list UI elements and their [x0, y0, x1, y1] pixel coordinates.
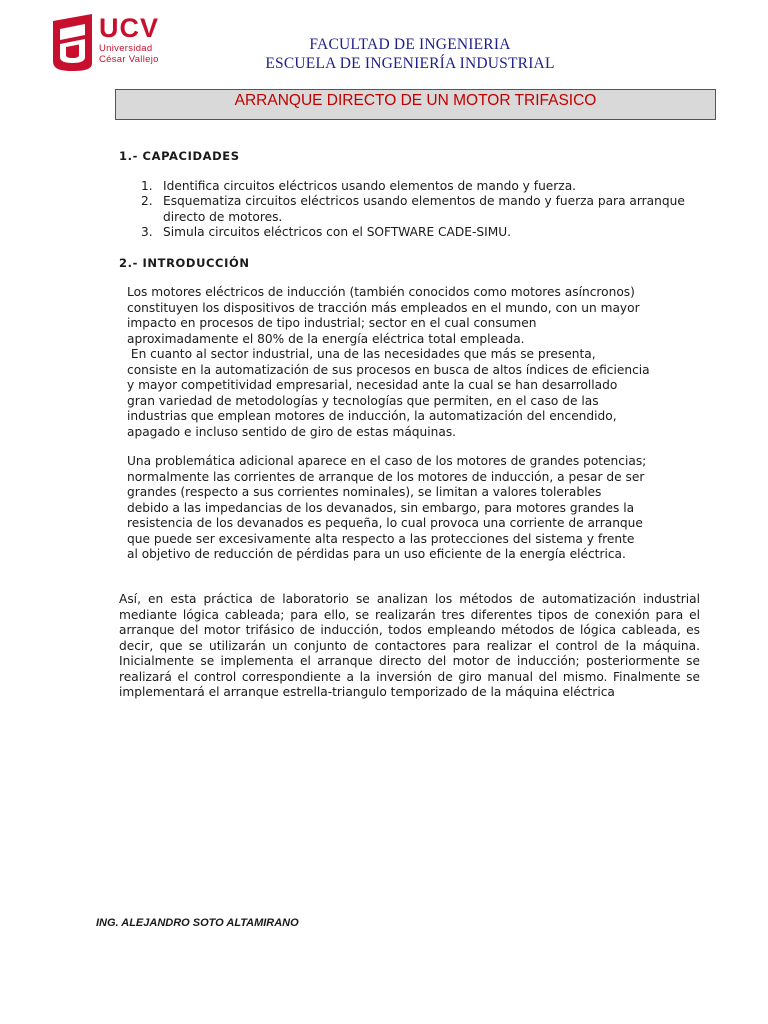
- university-name-line1: Universidad: [99, 43, 153, 54]
- list-item: [138, 194, 698, 225]
- list-item-number: 1.: [141, 179, 153, 193]
- section-capacidades-heading: 1.- CAPACIDADES: [119, 149, 240, 163]
- intro-paragraph-3: Así, en esta práctica de laboratorio se analizan los métodos de automatización industrial mediante lógica cableada; para ello, se realizarán tres diferentes tipos de conexión para el arranque del motor trifásico de inducción, todos empleando métodos de lógica cableada, es decir, que se utilizarán un conjunto de contactores para realizar el control de la máquina. Inicialmente se implementa el arranque directo del motor de inducción; posteriormente se realizará el control correspondiente a la inversión de giro manual del mismo. Finalmente se implementará el arranque estrella-triangulo temporizado de la máquina eléctrica: [119, 592, 700, 699]
- paragraph-line: Los motores eléctricos de inducción (también conocidos como motores asíncronos): [127, 285, 635, 299]
- paragraph-line: gran variedad de metodologías y tecnologías que permiten, en el caso de las: [127, 393, 599, 408]
- paragraph-line: debido a las impedancias de los devanados, sin embargo, para motores grandes la: [127, 500, 635, 515]
- capacidades-list: [138, 179, 698, 240]
- list-item-text: Esquematiza circuitos eléctricos usando elementos de mando y fuerza para arranque directo de motores.: [163, 194, 685, 224]
- paragraph-line: En cuanto al sector industrial, una de las necesidades que más se presenta,: [127, 347, 596, 361]
- intro-paragraph-1: [127, 285, 707, 440]
- document-title: ARRANQUE DIRECTO DE UN MOTOR TRIFASICO: [115, 89, 716, 120]
- university-name-line2: César Vallejo: [99, 54, 159, 65]
- list-item-text: Simula circuitos eléctricos con el SOFTWARE CADE-SIMU.: [163, 224, 512, 239]
- paragraph-line: constituyen los dispositivos de tracción más empleados en el mundo, con un mayor: [127, 300, 640, 315]
- paragraph-line: apagado e incluso sentido de giro de estas máquinas.: [127, 424, 457, 439]
- list-item: [138, 225, 698, 240]
- paragraph-line: al objetivo de reducción de pérdidas para un uso eficiente de la energía eléctrica.: [127, 547, 626, 561]
- paragraph-line: industrias que emplean motores de inducción, la automatización del encendido,: [127, 409, 617, 423]
- university-abbr: UCV: [99, 13, 160, 43]
- list-item-number: 2.: [141, 194, 153, 209]
- section-introduccion-heading: 2.- INTRODUCCIÓN: [119, 256, 250, 270]
- list-item: [138, 179, 698, 194]
- author-footer: ING. ALEJANDRO SOTO ALTAMIRANO: [96, 917, 299, 929]
- paragraph-line: grandes (respecto a sus corrientes nominales), se limitan a valores tolerables: [127, 485, 602, 499]
- paragraph-line: y mayor competitividad empresarial, necesidad ante la cual se han desarrollado: [127, 378, 618, 392]
- paragraph-line: resistencia de los devanados es pequeña, lo cual provoca una corriente de arranque: [127, 516, 643, 530]
- paragraph-line: consiste en la automatización de sus procesos en busca de altos índices de eficiencia: [127, 362, 650, 377]
- list-item-text: Identifica circuitos eléctricos usando elementos de mando y fuerza.: [163, 179, 577, 193]
- paragraph-line: que puede ser excesivamente alta respecto a las protecciones del sistema y frente: [127, 531, 635, 546]
- list-item-number: 3.: [141, 224, 153, 239]
- paragraph-line: Una problemática adicional aparece en el caso de los motores de grandes potencias;: [127, 454, 647, 468]
- faculty-heading: FACULTAD DE INGENIERIA: [309, 36, 511, 53]
- paragraph-line: aproximadamente el 80% de la energía eléctrica total empleada.: [127, 331, 525, 346]
- intro-paragraph-2: [127, 454, 707, 563]
- paragraph-line: impacto en procesos de tipo industrial; sector en el cual consumen: [127, 316, 537, 330]
- school-heading: ESCUELA DE INGENIERÍA INDUSTRIAL: [265, 55, 555, 72]
- university-brand: [99, 13, 159, 65]
- paragraph-line: normalmente las corrientes de arranque de los motores de inducción, a pesar de ser: [127, 469, 645, 484]
